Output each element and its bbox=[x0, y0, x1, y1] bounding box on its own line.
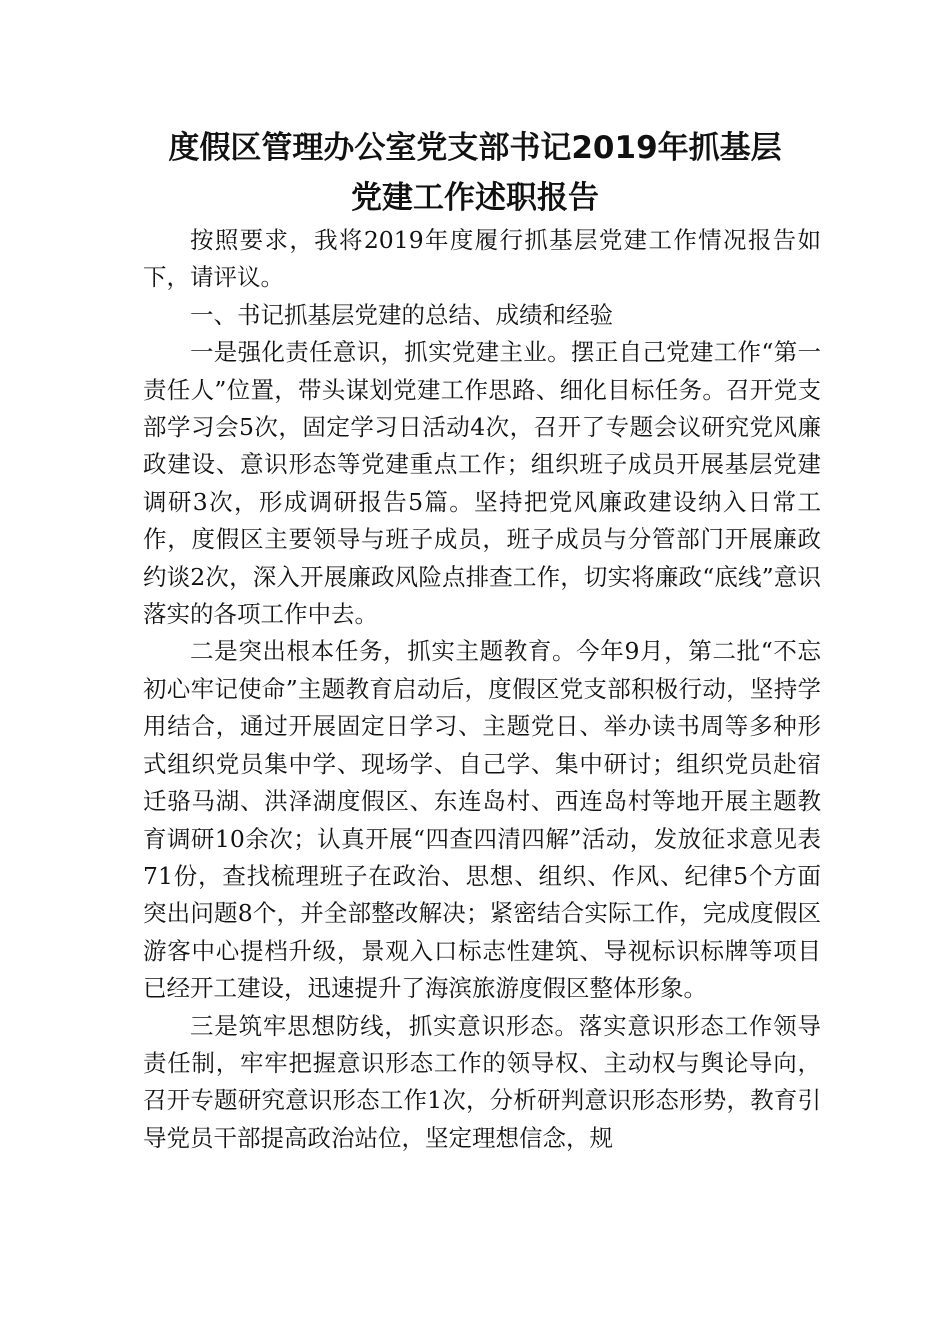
body-paragraph: 二是突出根本任务，抓实主题教育。今年9月，第二批“不忘初心牢记使命”主题教育启动后，度假区党支部积极行动，坚持学用结合，通过开展固定日学习、主题党日、举办读书周等多种形式组织党员集中学、现场学、自己学、集中研讨；组织党员赴宿迁骆马湖、洪泽湖度假区、东连岛村、西连岛村等地开展主题教育调研10余次；认真开展“四查四清四解”活动，发放征求意见表71份，查找梳理班子在政治、思想、组织、作风、纪律5个方面突出问题8个，并全部整改解决；紧密结合实际工作，完成度假区游客中心提档升级，景观入口标志性建筑、导视标识标牌等项目已经开工建设，迅速提升了海滨旅游度假区整体形象。 bbox=[143, 637, 821, 1003]
section-heading: 一、书记抓基层党建的总结、成绩和经验 bbox=[190, 300, 613, 329]
intro-paragraph: 按照要求，我将2019年度履行抓基层党建工作情况报告如下，请评议。 bbox=[143, 226, 821, 292]
body-paragraph: 三是筑牢思想防线，抓实意识形态。落实意识形态工作领导责任制，牢牢把握意识形态工作的领导权、主动权与舆论导向，召开专题研究意识形态工作1次，分析研判意识形态形势，教育引导党员干部提高政治站位，坚定理想信念，规 bbox=[143, 1011, 821, 1152]
body-paragraph: 一是强化责任意识，抓实党建主业。摆正自己党建工作“第一责任人”位置，带头谋划党建工作思路、细化目标任务。召开党支部学习会5次，固定学习日活动4次，召开了专题会议研究党风廉政建设、意识形态等党建重点工作；组织班子成员开展基层党建调研3次，形成调研报告5篇。坚持把党风廉政建设纳入日常工作，度假区主要领导与班子成员，班子成员与分管部门开展廉政约谈2次，深入开展廉政风险点排查工作，切实将廉政“底线”意识落实的各项工作中去。 bbox=[143, 338, 821, 629]
document-title-line-2: 党建工作述职报告 bbox=[351, 180, 599, 216]
document-body bbox=[143, 222, 821, 1157]
document-title-line-1: 度假区管理办公室党支部书记2019年抓基层 bbox=[168, 130, 782, 166]
